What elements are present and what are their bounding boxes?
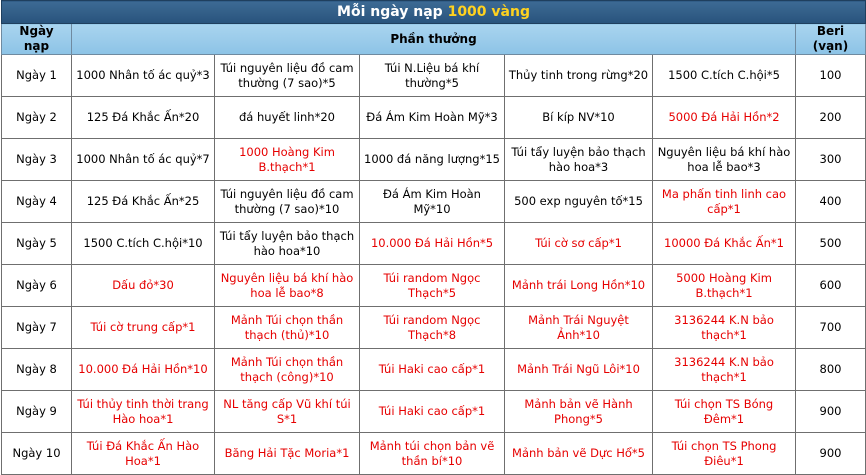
reward-cell: Nguyên liệu bá khí hào hoa lễ bao*8 xyxy=(215,265,360,307)
reward-cell: Băng Hải Tặc Moria*1 xyxy=(215,433,360,475)
day-cell: Ngày 9 xyxy=(2,391,72,433)
daily-topup-reward-table xyxy=(1,0,866,475)
table-row xyxy=(2,433,866,475)
reward-cell: Mảnh bản vẽ Dực Hổ*5 xyxy=(505,433,653,475)
table-row xyxy=(2,223,866,265)
beri-cell: 900 xyxy=(796,433,866,475)
reward-cell: 10.000 Đá Hải Hồn*5 xyxy=(360,223,505,265)
table-title-row xyxy=(2,1,866,24)
reward-cell: 125 Đá Khắc Ấn*25 xyxy=(72,181,215,223)
table-row xyxy=(2,307,866,349)
title-highlight: 1000 vàng xyxy=(447,3,530,20)
reward-cell: 5000 Hoàng Kim B.thạch*1 xyxy=(653,265,796,307)
table-row xyxy=(2,391,866,433)
reward-cell: Mảnh túi chọn bản vẽ thần bí*10 xyxy=(360,433,505,475)
reward-cell: 1000 đá năng lượng*15 xyxy=(360,139,505,181)
reward-cell: Túi random Ngọc Thạch*8 xyxy=(360,307,505,349)
header-beri: Beri (vạn) xyxy=(796,24,866,55)
reward-cell: Túi random Ngọc Thạch*5 xyxy=(360,265,505,307)
day-cell: Ngày 1 xyxy=(2,55,72,97)
reward-cell: Dấu đỏ*30 xyxy=(72,265,215,307)
reward-cell: 1000 Nhân tố ác quỷ*7 xyxy=(72,139,215,181)
day-cell: Ngày 3 xyxy=(2,139,72,181)
table-row xyxy=(2,349,866,391)
header-rewards: Phần thưởng xyxy=(72,24,796,55)
table-row xyxy=(2,97,866,139)
table-row xyxy=(2,265,866,307)
column-header-row xyxy=(2,24,866,55)
reward-cell: Thủy tinh trong rừng*20 xyxy=(505,55,653,97)
beri-cell: 600 xyxy=(796,265,866,307)
reward-cell: Nguyên liệu bá khí hào hoa lễ bao*3 xyxy=(653,139,796,181)
day-cell: Ngày 2 xyxy=(2,97,72,139)
beri-cell: 500 xyxy=(796,223,866,265)
reward-cell: Túi thủy tinh thời trang Hào hoa*1 xyxy=(72,391,215,433)
reward-cell: Túi Đá Khắc Ấn Hào Hoa*1 xyxy=(72,433,215,475)
reward-cell: Đá Ám Kim Hoàn Mỹ*10 xyxy=(360,181,505,223)
reward-cell: Mảnh Túi chọn thần thạch (thủ)*10 xyxy=(215,307,360,349)
reward-cell: 10000 Đá Khắc Ấn*1 xyxy=(653,223,796,265)
reward-cell: Bí kíp NV*10 xyxy=(505,97,653,139)
day-cell: Ngày 5 xyxy=(2,223,72,265)
beri-cell: 900 xyxy=(796,391,866,433)
table-body xyxy=(2,55,866,475)
beri-cell: 300 xyxy=(796,139,866,181)
beri-cell: 200 xyxy=(796,97,866,139)
day-cell: Ngày 8 xyxy=(2,349,72,391)
reward-cell: Túi chọn TS Phong Điêu*1 xyxy=(653,433,796,475)
reward-cell: Túi tẩy luyện bảo thạch hào hoa*3 xyxy=(505,139,653,181)
day-cell: Ngày 10 xyxy=(2,433,72,475)
reward-cell: Mảnh trái Long Hồn*10 xyxy=(505,265,653,307)
beri-cell: 800 xyxy=(796,349,866,391)
day-cell: Ngày 7 xyxy=(2,307,72,349)
day-cell: Ngày 4 xyxy=(2,181,72,223)
reward-cell: Túi tẩy luyện bảo thạch hào hoa*10 xyxy=(215,223,360,265)
beri-cell: 100 xyxy=(796,55,866,97)
reward-cell: Túi chọn TS Bóng Đêm*1 xyxy=(653,391,796,433)
reward-cell: Mảnh Túi chọn thần thạch (công)*10 xyxy=(215,349,360,391)
reward-cell: 10.000 Đá Hải Hồn*10 xyxy=(72,349,215,391)
reward-cell: Túi N.Liệu bá khí thường*5 xyxy=(360,55,505,97)
reward-cell: Túi cờ trung cấp*1 xyxy=(72,307,215,349)
beri-cell: 700 xyxy=(796,307,866,349)
reward-cell: Túi Haki cao cấp*1 xyxy=(360,349,505,391)
reward-cell: 3136244 K.N bảo thạch*1 xyxy=(653,349,796,391)
table-row xyxy=(2,139,866,181)
table-row xyxy=(2,55,866,97)
header-day: Ngày nạp xyxy=(2,24,72,55)
reward-cell: 1500 C.tích C.hội*10 xyxy=(72,223,215,265)
reward-cell: 1500 C.tích C.hội*5 xyxy=(653,55,796,97)
reward-cell: NL tăng cấp Vũ khí túi S*1 xyxy=(215,391,360,433)
reward-cell: Mảnh bản vẽ Hành Phong*5 xyxy=(505,391,653,433)
reward-cell: Túi nguyên liệu đồ cam thường (7 sao)*5 xyxy=(215,55,360,97)
beri-cell: 400 xyxy=(796,181,866,223)
reward-cell: Mảnh Trái Nguyệt Ảnh*10 xyxy=(505,307,653,349)
reward-cell: Đá Ám Kim Hoàn Mỹ*3 xyxy=(360,97,505,139)
table-title xyxy=(2,1,866,24)
table-row xyxy=(2,181,866,223)
reward-cell: 1000 Nhân tố ác quỷ*3 xyxy=(72,55,215,97)
reward-cell: 5000 Đá Hải Hồn*2 xyxy=(653,97,796,139)
reward-cell: Túi nguyên liệu đồ cam thường (7 sao)*10 xyxy=(215,181,360,223)
reward-cell: 1000 Hoàng Kim B.thạch*1 xyxy=(215,139,360,181)
reward-cell: Túi Haki cao cấp*1 xyxy=(360,391,505,433)
reward-cell: Mảnh Trái Ngũ Lôi*10 xyxy=(505,349,653,391)
title-prefix: Mỗi ngày nạp xyxy=(337,3,443,20)
reward-cell: đá huyết linh*20 xyxy=(215,97,360,139)
reward-cell: 125 Đá Khắc Ấn*20 xyxy=(72,97,215,139)
reward-cell: 3136244 K.N bảo thạch*1 xyxy=(653,307,796,349)
reward-cell: 500 exp nguyên tố*15 xyxy=(505,181,653,223)
reward-cell: Túi cờ sơ cấp*1 xyxy=(505,223,653,265)
day-cell: Ngày 6 xyxy=(2,265,72,307)
reward-cell: Ma phấn tinh linh cao cấp*1 xyxy=(653,181,796,223)
